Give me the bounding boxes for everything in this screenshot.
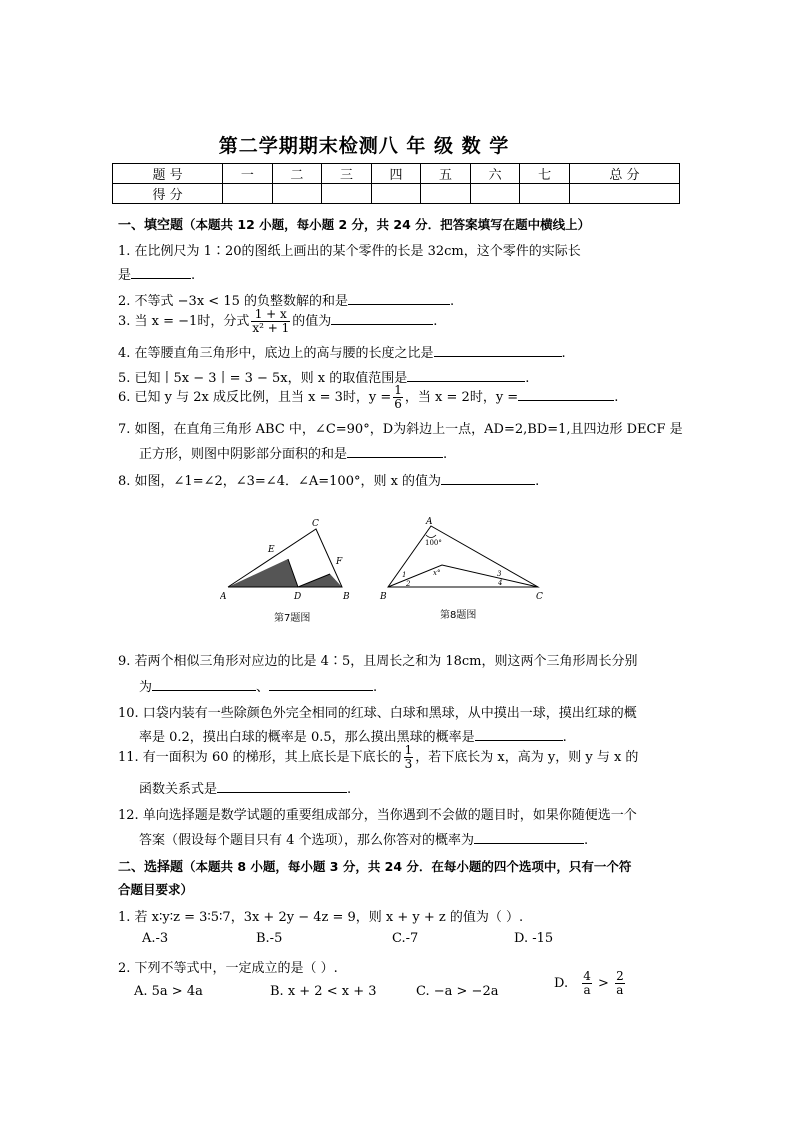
angle-1-label: 1: [402, 571, 407, 579]
choice-option[interactable]: B.-5: [256, 931, 283, 946]
figure-7: [220, 519, 350, 602]
answer-blank[interactable]: [131, 266, 191, 279]
answer-blank[interactable]: [434, 344, 562, 357]
figures: [220, 510, 560, 630]
label-d: D: [294, 592, 302, 602]
label-c: C: [312, 519, 319, 529]
score-table: [112, 163, 680, 204]
question-9-cont: 为 、 .: [139, 680, 378, 695]
table-cell: 得 分: [113, 184, 223, 204]
table-cell: 一: [223, 164, 273, 184]
fraction: $\frac{1}{6}$: [394, 383, 402, 411]
score-cell[interactable]: [520, 184, 570, 204]
question-7-cont: 正方形，则图中阴影部分面积的和是 .: [139, 447, 448, 462]
figure-8: [379, 517, 543, 602]
section1-heading: 一、填空题（本题共 12 小题，每小题 2 分，共 24 分．把答案填写在题中横线上）: [118, 217, 591, 233]
table-cell: 总 分: [569, 164, 679, 184]
question-7: 7. 如图，在直角三角形 ABC 中，∠C=90°，D为斜边上一点，AD=2,BD=1,且四边形 DECF 是: [118, 422, 683, 437]
choice-option[interactable]: C.-7: [392, 931, 419, 946]
question-11-cont: 函数关系式是 .: [139, 782, 352, 797]
score-cell[interactable]: [272, 184, 322, 204]
answer-blank[interactable]: [407, 369, 525, 382]
answer-blank[interactable]: [217, 780, 347, 793]
question-1: 1. 在比例尺为 1∶20的图纸上画出的某个零件的长是 32cm，这个零件的实际长: [118, 244, 581, 259]
label-c-8: C: [536, 592, 543, 602]
score-cell[interactable]: [421, 184, 471, 204]
shaded-triangle-left: [228, 559, 298, 587]
angle-arc: [426, 535, 436, 538]
question-12-cont: 答案（假设每个题目只有 4 个选项），那么你答对的概率为 .: [139, 833, 589, 848]
table-cell: 五: [421, 164, 471, 184]
question-10-cont: 率是 0.2，摸出白球的概率是 0.5，那么摸出黑球的概率是 .: [139, 730, 567, 745]
figure-7-caption: 第7题图: [274, 613, 311, 624]
question-2: 2. 不等式 −3x < 15 的负整数解的和是 .: [118, 294, 455, 309]
choice-option[interactable]: B. x + 2 < x + 3: [270, 984, 377, 999]
fraction: $\frac{1 + x}{\text{x² + 1}}$: [252, 307, 290, 335]
choice-question-1: 1. 若 x∶y∶z = 3∶5∶7，3x + 2y − 4z = 9，则 x + y + z 的值为（ ）.: [118, 910, 524, 925]
page-title: 第二学期期末检测八 年 级 数 学: [218, 135, 510, 157]
question-12: 12. 单向选择题是数学试题的重要组成部分，当你遇到不会做的题目时，如果你随便选一个: [118, 808, 637, 823]
fraction: $\frac{1}{3}$: [404, 743, 413, 771]
answer-blank[interactable]: [348, 292, 450, 305]
question-11: 11. 有一面积为 60 的梯形，其上底长是下底长的 $\frac{1}{3}$ ，若下底长为 x，高为 y，则 y 与 x 的: [118, 743, 639, 771]
angle-4-label: 4: [498, 579, 503, 587]
label-e: E: [268, 545, 275, 555]
label-b-8: B: [380, 592, 387, 602]
score-cell[interactable]: [470, 184, 520, 204]
label-b: B: [343, 592, 350, 602]
table-cell: 三: [322, 164, 372, 184]
question-5: 5. 已知丨5x − 3丨= 3 − 5x，则 x 的取值范围是 .: [118, 371, 530, 386]
table-row: [113, 164, 680, 184]
table-row: [113, 184, 680, 204]
angle-2-label: 2: [406, 580, 411, 588]
question-1-cont: 是 .: [118, 268, 196, 283]
table-cell: 六: [470, 164, 520, 184]
label-a: A: [220, 592, 227, 602]
choice-option-d[interactable]: D. $\frac{4}{a}$ > $\frac{2}{a}$: [554, 969, 624, 997]
question-3: 3. 当 x = −1时，分式 $\frac{1 + x}{\text{x² + 1}}$ 的值为 .: [118, 307, 438, 335]
fraction: $\frac{4}{a}$: [583, 969, 591, 997]
answer-blank[interactable]: [331, 312, 433, 325]
score-cell[interactable]: [322, 184, 372, 204]
label-f: F: [336, 557, 343, 567]
table-cell: 题 号: [113, 164, 223, 184]
choice-question-2: 2. 下列不等式中，一定成立的是（ ）.: [118, 961, 338, 976]
answer-blank[interactable]: [152, 678, 256, 691]
question-9: 9. 若两个相似三角形对应边的比是 4∶5，且周长之和为 18cm，则这两个三角形周长分别: [118, 654, 638, 669]
score-cell[interactable]: [371, 184, 421, 204]
label-a-8: A: [426, 517, 433, 527]
choice-option[interactable]: A. 5a > 4a: [134, 984, 203, 999]
figure-8-caption: 第8题图: [440, 610, 477, 621]
answer-blank[interactable]: [347, 445, 443, 458]
choice-option[interactable]: D. -15: [514, 931, 554, 946]
bisectors: [388, 565, 538, 587]
section2-heading-cont: 合题目要求）: [118, 882, 194, 897]
answer-blank[interactable]: [475, 728, 563, 741]
angle-3-label: 3: [497, 570, 502, 578]
score-cell[interactable]: [223, 184, 273, 204]
table-cell: 四: [371, 164, 421, 184]
angle-x-label: x°: [433, 569, 441, 577]
section2-heading: 二、选择题（本题共 8 小题，每小题 3 分，共 24 分．在每小题的四个选项中，只有一个符: [118, 859, 632, 875]
answer-blank[interactable]: [269, 678, 373, 691]
fraction: $\frac{2}{a}$: [616, 969, 624, 997]
angle-a-label: 100°: [425, 539, 442, 547]
table-cell: 七: [520, 164, 570, 184]
question-4: 4. 在等腰直角三角形中，底边上的高与腰的长度之比是 .: [118, 346, 566, 361]
answer-blank[interactable]: [518, 388, 614, 401]
choice-option[interactable]: A.-3: [142, 931, 169, 946]
answer-blank[interactable]: [441, 472, 535, 485]
score-cell[interactable]: [569, 184, 679, 204]
table-cell: 二: [272, 164, 322, 184]
choice-option[interactable]: C. −a > −2a: [416, 984, 499, 999]
question-10: 10. 口袋内装有一些除颜色外完全相同的红球、白球和黑球，从中摸出一球，摸出红球的概: [118, 706, 637, 721]
shaded-triangle-right: [298, 574, 342, 587]
question-6: 6. 已知 y 与 2x 成反比例，且当 x = 3时，y = $\frac{1}{6}$ ，当 x = 2时，y = .: [118, 383, 619, 411]
question-8: 8. 如图，∠1=∠2，∠3=∠4．∠A=100°，则 x 的值为 .: [118, 474, 540, 489]
answer-blank[interactable]: [474, 831, 584, 844]
